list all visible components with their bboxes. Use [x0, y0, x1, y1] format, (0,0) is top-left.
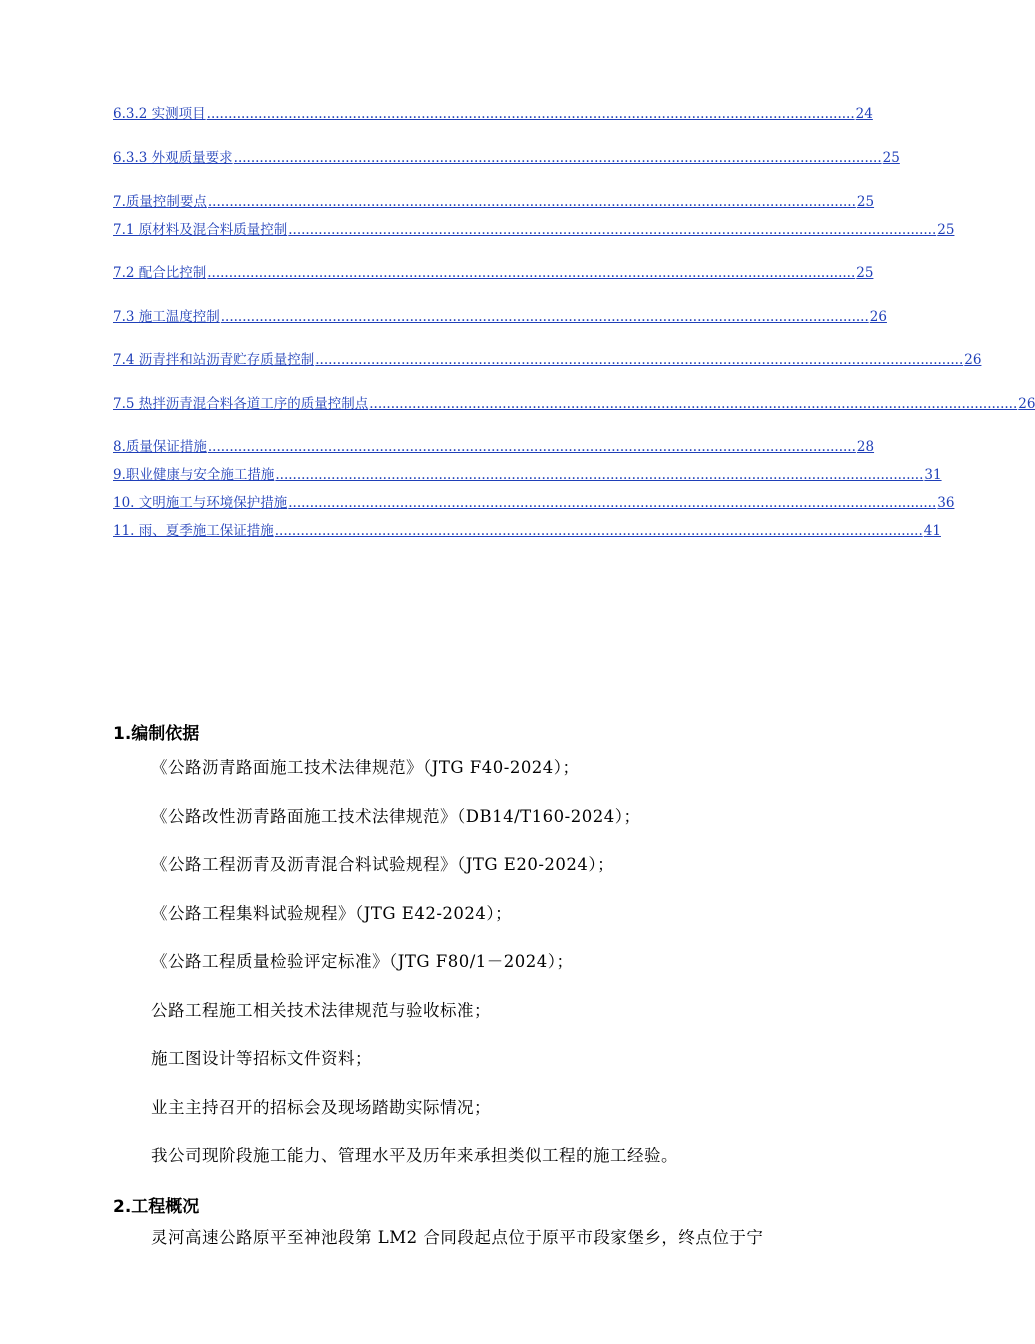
toc-leader-dots: .......................................................................................................................................................: [206, 106, 855, 122]
toc-leader-dots: .......................................................................................................................................................: [315, 352, 964, 368]
toc-entry[interactable]: [113, 491, 955, 511]
basis-item: 《公路沥青路面施工技术法律规范》（JTG F40-2024）；: [151, 758, 580, 777]
toc-entry-page: 25: [856, 194, 875, 210]
toc-leader-dots: .......................................................................................................................................................: [288, 222, 937, 238]
toc-entry-label: 6.3.3 外观质量要求: [113, 150, 233, 166]
toc-entry-page: 26: [1018, 396, 1035, 412]
basis-item: 《公路工程沥青及沥青混合料试验规程》（JTG E20-2024）；: [151, 855, 615, 874]
toc-entry-page: 36: [937, 495, 955, 511]
toc-entry-page: 26: [964, 352, 982, 368]
toc-entry-label: 9.职业健康与安全施工措施: [113, 467, 275, 483]
toc-leader-dots: .......................................................................................................................................................: [275, 467, 924, 483]
basis-item: 业主主持召开的招标会及现场踏勘实际情况；: [151, 1098, 491, 1117]
section-heading-overview: 2.工程概况: [113, 1197, 200, 1217]
toc-entry-label: 7.5 热拌沥青混合料各道工序的质量控制点: [113, 396, 369, 412]
toc-entry-page: 26: [869, 309, 887, 325]
toc-entry-page: 28: [856, 439, 875, 455]
toc-entry-page: 25: [882, 150, 900, 166]
toc-entry-label: 10. 文明施工与环境保护措施: [113, 495, 288, 511]
toc-entry[interactable]: [113, 305, 887, 325]
basis-item: 施工图设计等招标文件资料；: [151, 1049, 372, 1068]
toc-entry[interactable]: [113, 190, 875, 210]
toc-entry-page: 41: [923, 523, 941, 539]
toc-entry[interactable]: [113, 519, 941, 539]
toc-entry-label: 7.1 原材料及混合料质量控制: [113, 222, 288, 238]
toc-leader-dots: .......................................................................................................................................................: [207, 194, 856, 210]
toc-entry[interactable]: [113, 392, 1035, 412]
basis-item: 公路工程施工相关技术法律规范与验收标准；: [151, 1001, 491, 1020]
toc-entry[interactable]: [113, 146, 900, 166]
toc-leader-dots: .......................................................................................................................................................: [233, 150, 882, 166]
toc-entry-page: 25: [856, 265, 874, 281]
toc-entry-page: 25: [937, 222, 955, 238]
toc-leader-dots: .......................................................................................................................................................: [288, 495, 937, 511]
toc-entry[interactable]: [113, 348, 982, 368]
toc-entry-page: 24: [855, 106, 873, 122]
toc-leader-dots: .......................................................................................................................................................: [207, 265, 856, 281]
toc-entry[interactable]: [113, 261, 874, 281]
toc-leader-dots: .......................................................................................................................................................: [207, 439, 856, 455]
toc-entry[interactable]: [113, 463, 942, 483]
toc-entry[interactable]: [113, 435, 875, 455]
toc-entry-label: 7.4 沥青拌和站沥青贮存质量控制: [113, 352, 315, 368]
section-heading-basis: 1.编制依据: [113, 724, 200, 744]
basis-item: 《公路工程集料试验规程》（JTG E42-2024）；: [151, 904, 513, 923]
overview-paragraph: 灵河高速公路原平至神池段第 LM2 合同段起点位于原平市段家堡乡，终点位于宁: [151, 1228, 764, 1247]
basis-item: 我公司现阶段施工能力、管理水平及历年来承担类似工程的施工经验。: [151, 1146, 678, 1165]
toc-entry-label: 7.质量控制要点: [113, 194, 207, 210]
toc-leader-dots: .......................................................................................................................................................: [220, 309, 869, 325]
toc-entry-label: 11. 雨、夏季施工保证措施: [113, 523, 274, 539]
toc-entry-label: 6.3.2 实测项目: [113, 106, 206, 122]
toc-leader-dots: .......................................................................................................................................................: [274, 523, 923, 539]
basis-item: 《公路改性沥青路面施工技术法律规范》（DB14/T160-2024）；: [151, 807, 641, 826]
basis-item: 《公路工程质量检验评定标准》（JTG F80/1－2024）；: [151, 952, 574, 971]
toc-leader-dots: .......................................................................................................................................................: [369, 396, 1018, 412]
toc-entry-page: 31: [924, 467, 942, 483]
toc-entry[interactable]: [113, 102, 873, 122]
toc-entry[interactable]: [113, 218, 955, 238]
toc-entry-label: 7.3 施工温度控制: [113, 309, 220, 325]
toc-entry-label: 8.质量保证措施: [113, 439, 207, 455]
toc-entry-label: 7.2 配合比控制: [113, 265, 207, 281]
